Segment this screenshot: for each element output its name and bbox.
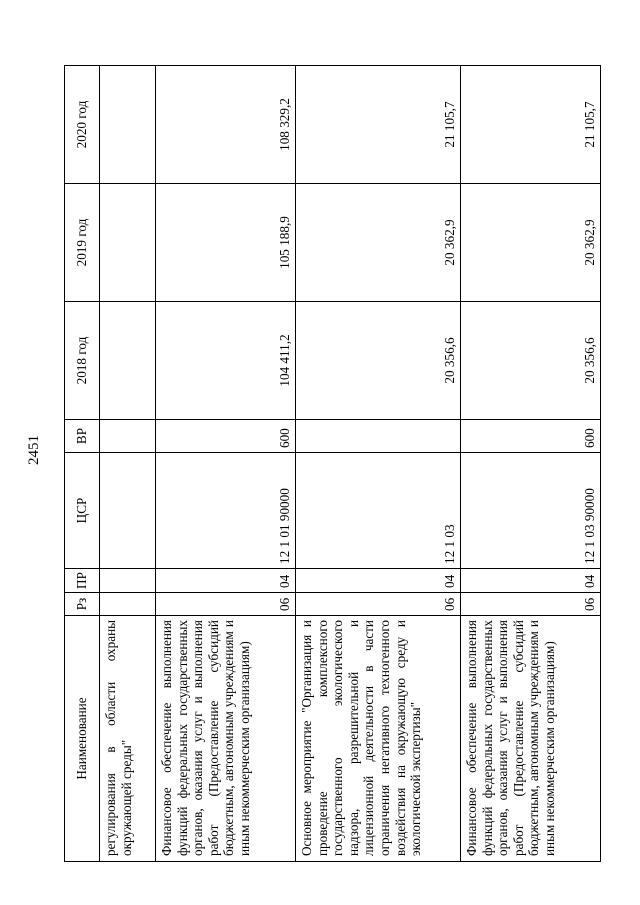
row-2020: 21 105,7 bbox=[461, 66, 601, 184]
header-2018: 2018 год bbox=[65, 302, 100, 420]
row-2019: 20 362,9 bbox=[296, 184, 461, 302]
table-row bbox=[296, 66, 461, 862]
row-2019 bbox=[100, 184, 156, 302]
header-csr: ЦСР bbox=[65, 453, 100, 569]
table-row bbox=[156, 66, 296, 862]
row-2019: 20 362,9 bbox=[461, 184, 601, 302]
table-header-row bbox=[65, 66, 100, 862]
table-row bbox=[100, 66, 156, 862]
row-2018: 20 356,6 bbox=[296, 302, 461, 420]
row-name: Финансовое обеспечение выполнения функций федеральных государственных органов, оказания услуг и выполнения работ (Предоставление субсидий бюджетным, автономным учреждениям и иным некоммерческим организациям) bbox=[461, 616, 601, 862]
row-rz bbox=[100, 593, 156, 616]
row-pr: 04 bbox=[156, 569, 296, 593]
row-csr: 12 1 01 90000 bbox=[156, 453, 296, 569]
row-rz: 06 bbox=[296, 593, 461, 616]
header-2020: 2020 год bbox=[65, 66, 100, 184]
table-row bbox=[461, 66, 601, 862]
header-pr: ПР bbox=[65, 569, 100, 593]
budget-table bbox=[64, 65, 601, 862]
row-rz: 06 bbox=[156, 593, 296, 616]
row-vr bbox=[100, 420, 156, 453]
row-2018: 104 411,2 bbox=[156, 302, 296, 420]
header-name: Наименование bbox=[65, 616, 100, 862]
row-vr: 600 bbox=[461, 420, 601, 453]
row-rz: 06 bbox=[461, 593, 601, 616]
row-2018 bbox=[100, 302, 156, 420]
row-2019: 105 188,9 bbox=[156, 184, 296, 302]
row-name: регулирования в области охраны окружающей среды" bbox=[100, 616, 156, 862]
page-number: 2451 bbox=[26, 435, 42, 465]
header-2019: 2019 год bbox=[65, 184, 100, 302]
row-vr: 600 bbox=[156, 420, 296, 453]
row-csr: 12 1 03 bbox=[296, 453, 461, 569]
row-vr bbox=[296, 420, 461, 453]
row-name: Финансовое обеспечение выполнения функций федеральных государственных органов, оказания услуг и выполнения работ (Предоставление субсидий бюджетным, автономным учреждениям и иным некоммерческим организациям) bbox=[156, 616, 296, 862]
header-vr: ВР bbox=[65, 420, 100, 453]
row-csr bbox=[100, 453, 156, 569]
header-rz: Рз bbox=[65, 593, 100, 616]
row-pr bbox=[100, 569, 156, 593]
row-2020 bbox=[100, 66, 156, 184]
row-pr: 04 bbox=[296, 569, 461, 593]
row-csr: 12 1 03 90000 bbox=[461, 453, 601, 569]
row-pr: 04 bbox=[461, 569, 601, 593]
row-2020: 21 105,7 bbox=[296, 66, 461, 184]
row-2020: 108 329,2 bbox=[156, 66, 296, 184]
row-2018: 20 356,6 bbox=[461, 302, 601, 420]
row-name: Основное мероприятие "Организация и проведение комплексного государственного экологического надзора, разрешительной и лицензионной деятельности в части ограничения негативного техногенного воздействия на окружающую среду и экологической экспертизы" bbox=[296, 616, 461, 862]
